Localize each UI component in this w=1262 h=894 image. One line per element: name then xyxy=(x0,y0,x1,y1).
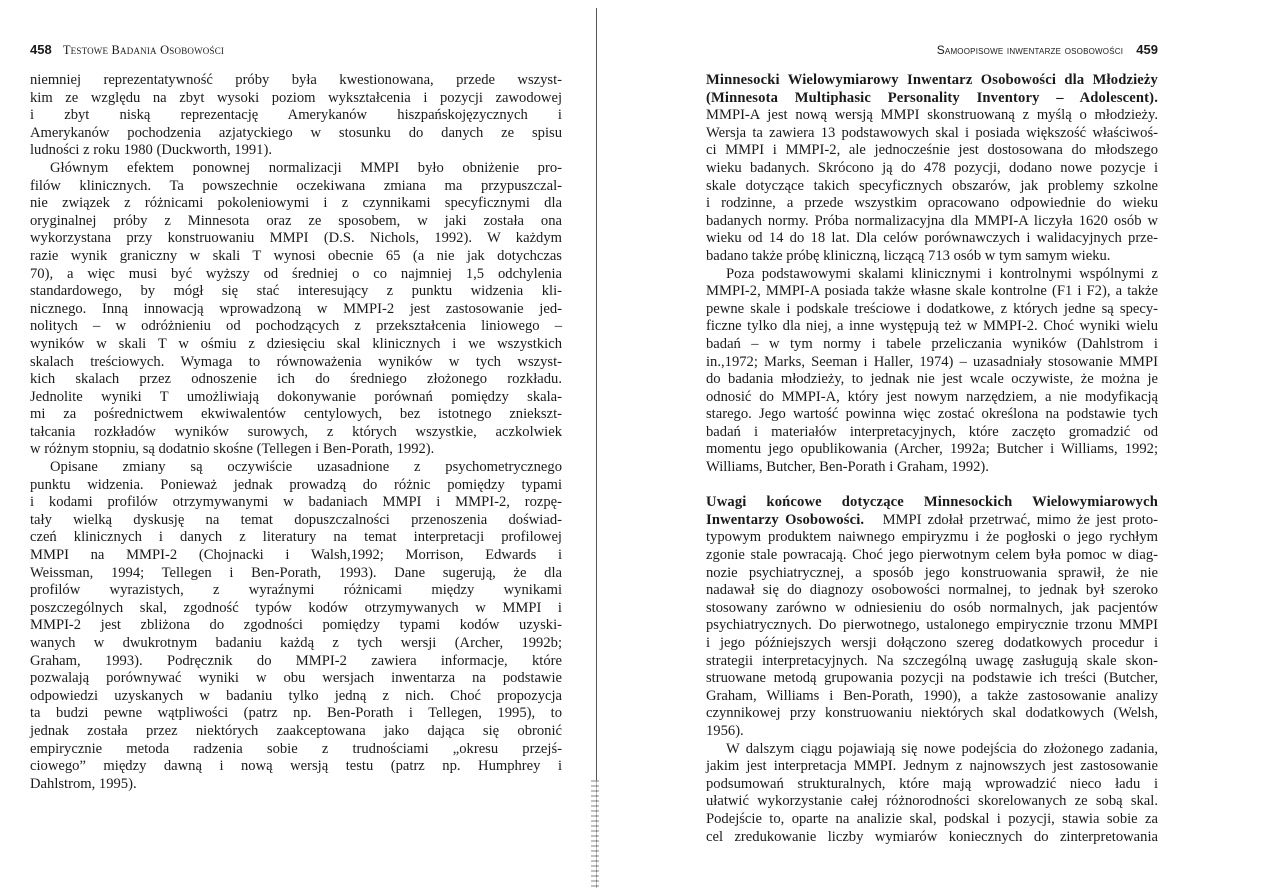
text-line xyxy=(706,406,1158,424)
text-line xyxy=(30,178,562,196)
text-line xyxy=(706,529,1158,547)
line-text: Williams, Butcher, Ben-Porath i Graham, 1992). xyxy=(706,459,989,476)
line-text: Graham, Williams i Ben-Porath, 1990), a także zastosowanie analizy xyxy=(706,687,1158,704)
text-line xyxy=(30,670,562,688)
line-text: zgonie stale powracają. Choć jego pierwotnym celem była pomoc w diag- xyxy=(706,547,1158,564)
line-text: ficzne tylko dla niej, a inne występują też w MMPI-2. Choć wyniki wielu xyxy=(706,318,1158,335)
line-text: badań – w tym normy i tabele przeliczania wyników (Dahlstrom i xyxy=(706,335,1158,352)
line-text: badań i materiałów interpretacyjnych, które zaczęto gromadzić od xyxy=(706,423,1158,440)
text-line xyxy=(30,582,562,600)
text-line xyxy=(30,213,562,231)
text-line xyxy=(706,195,1158,213)
line-text: jednak została przez niektórych zaakceptowana jako dająca się obronić xyxy=(30,722,562,739)
text-line xyxy=(30,600,562,618)
line-text: i jego późniejszych wersji dołączono szereg dodatkowych procedur i xyxy=(706,635,1158,651)
page-number: 458 xyxy=(30,42,52,57)
text-line xyxy=(706,142,1158,160)
line-text: MMPI na MMPI-2 (Chojnacki i Walsh,1992; Morrison, Edwards i xyxy=(30,547,562,564)
text-line xyxy=(706,776,1158,794)
line-text: 70), a więc musi być wyższy od średniej o co najmniej 1,5 odchylenia xyxy=(30,265,562,282)
line-text: Graham, 1993). Podręcznik do MMPI-2 zawiera informacje, które xyxy=(30,652,562,669)
text-line xyxy=(30,776,562,794)
text-line xyxy=(706,705,1158,723)
section-heading: Inwentarzy Osobowości. xyxy=(706,511,865,528)
line-text: tały wielką dyskusję na temat dopuszczalności przenoszenia doświad- xyxy=(30,511,562,528)
text-line xyxy=(706,72,1158,90)
text-line xyxy=(706,301,1158,319)
text-line xyxy=(706,459,1158,477)
text-line xyxy=(706,811,1158,829)
line-text: starego. Jego wartość powinna więc zostać określona na podstawie tych xyxy=(706,406,1158,423)
text-line xyxy=(30,441,562,459)
line-text: typowym produktem naiwnego empiryzmu i że pogłoski o jego rychłym xyxy=(706,529,1158,546)
scan-artifact xyxy=(591,780,599,890)
text-line xyxy=(30,635,562,653)
line-text: i kodami profilów otrzymywanymi w badaniach MMPI i MMPI-2, rozpę- xyxy=(30,494,562,511)
text-line xyxy=(706,723,1158,741)
text-line xyxy=(706,178,1158,196)
book-gutter xyxy=(596,8,597,888)
text-line xyxy=(706,248,1158,266)
text-line xyxy=(30,617,562,635)
line-text: odnosić do MMPI-A, który jest nowym narzędziem, a nie modyfikacją xyxy=(706,388,1158,405)
line-text: ciowego” między dawną i nową wersją testu (patrz np. Humphrey i xyxy=(30,758,562,775)
text-line xyxy=(30,424,562,442)
text-line xyxy=(30,283,562,301)
text-line xyxy=(30,195,562,213)
line-text: skalach treściowych. Wymaga to równoważenia wyników w tych wszyst- xyxy=(30,353,562,370)
text-line xyxy=(30,107,562,125)
right-page-body xyxy=(706,72,1158,846)
line-text: ci MMPI i MMPI-2, ale jednocześnie jest dostosowana do młodszego xyxy=(706,142,1158,159)
text-line xyxy=(706,107,1158,125)
text-line xyxy=(706,160,1158,178)
line-text: ludności z roku 1980 (Duckworth, 1991). xyxy=(30,142,272,159)
text-line xyxy=(706,389,1158,407)
line-text: strategii interpretacyjnych. Na szczególną uwagę zasługują skale skon- xyxy=(706,652,1158,669)
text-line xyxy=(706,90,1158,108)
text-line xyxy=(30,705,562,723)
line-text: i rodzinne, a przede wszystkim opracowano odpowiednie do wieku xyxy=(706,195,1158,212)
text-line xyxy=(30,248,562,266)
line-text: Podejście to, oparte na analizie skal, podskal i pozycji, stawia sobie za xyxy=(706,810,1158,827)
text-line xyxy=(706,829,1158,847)
text-line xyxy=(706,741,1158,759)
text-line xyxy=(706,230,1158,248)
text-line xyxy=(30,354,562,372)
text-line xyxy=(706,688,1158,706)
text-line xyxy=(706,653,1158,671)
text-line xyxy=(706,547,1158,565)
line-text: pozwalają porównywać wyniki w obu wersjach inwentarza na podstawie xyxy=(30,670,562,687)
line-text: Głównym efektem ponownej normalizacji MMPI było obniżenie pro- xyxy=(50,159,562,176)
line-text: wykorzystana przy konstruowaniu MMPI (D.S. Nichols, 1992). W każdym xyxy=(30,230,562,247)
text-line xyxy=(30,266,562,284)
line-text: profilów wyrazistych, z wyraźnymi różnicami między wynikami xyxy=(30,582,562,599)
text-line xyxy=(30,371,562,389)
line-text: czynnikowej przy konstruowaniu niektórych skal dodatkowych (Welsh, xyxy=(706,705,1158,722)
text-line xyxy=(30,301,562,319)
text-line xyxy=(30,758,562,776)
line-text: badano także próbę kliniczną, liczącą 713 osób w tym samym wieku. xyxy=(706,247,1111,264)
section-heading: Minnesocki Wielowymiarowy Inwentarz Osobowości dla Młodzieży xyxy=(706,72,1158,88)
text-line xyxy=(30,477,562,495)
text-line xyxy=(706,670,1158,688)
running-head-title: Samoopisowe inwentarze osobowości xyxy=(936,43,1124,57)
line-text: mi za pośrednictwem ekwiwalentów centylowych, bez istotnego zniekszt- xyxy=(30,406,562,423)
text-line xyxy=(30,565,562,583)
text-line xyxy=(30,547,562,565)
line-text: punktu widzenia. Ponieważ jednak prowadzą do różnic pomiędzy typami xyxy=(30,476,562,493)
text-line xyxy=(706,582,1158,600)
line-text: kich skalach przez odnoszenie ich do średniego złożonego rozkładu. xyxy=(30,371,562,388)
line-text: nicznego. Inną innowacją wprowadzoną w MMPI-2 jest zastosowanie jed- xyxy=(30,300,562,317)
line-text: ta budzi pewne wątpliwości (patrz np. Ben-Porath i Tellegen, 1995), to xyxy=(30,705,562,722)
line-text: wanych w dwukrotnym badaniu każdą z tych wersji (Archer, 1992b; xyxy=(30,635,562,651)
line-text: MMPI-2, MMPI-A posiada także własne skale kontrolne (F1 i F2), a także xyxy=(706,283,1158,300)
line-text: psychiatrycznych. Do pierwotnego, ustalonego empirycznie trzonu MMPI xyxy=(706,617,1158,634)
line-text: MMPI-2 jest zbliżona do zgodności pomiędzy typami kodów uzyski- xyxy=(30,617,562,634)
line-text: tałcania rozkładów wyników surowych, z których wszystkie, aczkolwiek xyxy=(30,423,562,440)
text-line xyxy=(706,371,1158,389)
line-text: Wersja ta zawiera 13 podstawowych skal i posiada większość właściwoś- xyxy=(706,124,1158,141)
line-text: jakim jest interpretacja MMPI. Jednym z najnowszych jest zastosowanie xyxy=(706,758,1158,775)
line-text: nadawał się do diagnozy osobowości normalnej, to jednak był szeroko xyxy=(706,582,1158,599)
text-line xyxy=(706,336,1158,354)
line-text: wieku badanych. Skrócono ją do 478 pozycji, dodano nowe pozycje i xyxy=(706,159,1158,176)
line-text: 1956). xyxy=(706,722,744,739)
line-text: filów klinicznych. Ta powszechnie oczekiwana zmiana ma przypuszczal- xyxy=(30,177,562,194)
text-line xyxy=(30,72,562,90)
line-text: razie wynik graniczny w skali T wynosi obecnie 65 (a nie jak dotychczas xyxy=(30,247,562,264)
section-heading: (Minnesota Multiphasic Personality Inventory – Adolescent). xyxy=(706,89,1158,106)
line-text: Amerykanów pochodzenia azjatyckiego w stosunku do danych ze spisu xyxy=(30,124,562,141)
text-line xyxy=(706,494,1158,512)
line-text: Jednolite wyniki T umożliwiają dokonywanie porównań pomiędzy skala- xyxy=(30,388,562,405)
text-line xyxy=(30,125,562,143)
text-line xyxy=(30,529,562,547)
text-line xyxy=(706,441,1158,459)
text-line xyxy=(30,741,562,759)
text-line xyxy=(706,213,1158,231)
line-text: nie związek z różnicami pokoleniowymi i z czynnikami specyficznymi dla xyxy=(30,195,562,212)
text-line xyxy=(30,723,562,741)
line-text: do badania młodzieży, to jednak nie jest wcale oczywiste, że można je xyxy=(706,371,1158,388)
text-line xyxy=(30,230,562,248)
line-text: i zbyt niską reprezentację Amerykanów hiszpańskojęzycznych i xyxy=(30,107,562,124)
text-line xyxy=(706,617,1158,635)
line-text: pewne skale i podskale treściowe i dodatkowe, z których jedne są specy- xyxy=(706,300,1158,317)
section-heading: Uwagi końcowe dotyczące Minnesockich Wielowymiarowych xyxy=(706,494,1158,511)
running-header-right xyxy=(937,42,1158,58)
text-line xyxy=(30,512,562,530)
text-line xyxy=(30,90,562,108)
running-head-title: Testowe Badania Osobowości xyxy=(62,43,225,57)
text-line xyxy=(706,318,1158,336)
line-text: wieku od 14 do 18 lat. Dla celów porównawczych i walidacyjnych prze- xyxy=(706,230,1158,247)
line-text: MMPI zdołał przetrwać, mimo że jest proto- xyxy=(864,511,1158,528)
line-text: nozie psychiatrycznej, a sposób jego konstruowania sprawił, że nie xyxy=(706,564,1158,581)
line-text: poszczególnych skal, zgodność typów kodów otrzymywanych w MMPI i xyxy=(30,599,562,616)
line-text: wyników w skali T w ośmiu z dziesięciu skal klinicznych i we wszystkich xyxy=(30,335,562,352)
line-text: struowane metodą grupowania pozycji na podstawie ich treści (Butcher, xyxy=(706,670,1158,687)
text-line xyxy=(30,688,562,706)
text-line xyxy=(30,459,562,477)
page-number: 459 xyxy=(1136,42,1158,57)
text-line xyxy=(706,793,1158,811)
text-line xyxy=(706,125,1158,143)
text-line xyxy=(706,266,1158,284)
line-text: in.,1972; Marks, Seeman i Haller, 1974) – uzasadniały stosowanie MMPI xyxy=(706,353,1158,370)
line-text: odpowiedzi uzyskanych w badaniu tylko jedną z nich. Choć propozycja xyxy=(30,687,562,704)
text-line xyxy=(706,635,1158,653)
line-text: Weissman, 1994; Tellegen i Ben-Porath, 1993). Dane sugerują, że dla xyxy=(30,564,562,581)
text-line xyxy=(706,512,1158,530)
text-line xyxy=(30,494,562,512)
line-text: oryginalnej próby z Minnesota oraz ze sposobem, w jaki została ona xyxy=(30,212,562,229)
line-text: badanych normy. Próba normalizacyjna dla MMPI-A liczyła 1620 osób w xyxy=(706,212,1158,229)
line-text: empirycznie metoda radzenia sobie z trudnościami „okresu przejś- xyxy=(30,740,562,757)
line-text: Poza podstawowymi skalami klinicznymi i kontrolnymi wspólnymi z xyxy=(726,265,1158,282)
line-text: niemniej reprezentatywność próby była kwestionowana, przede wszyst- xyxy=(30,72,562,88)
line-text: cel zredukowanie liczby wymiarów koniecznych do zinterpretowania xyxy=(706,828,1158,845)
text-line xyxy=(30,336,562,354)
text-line xyxy=(706,600,1158,618)
left-page-body xyxy=(30,72,562,793)
line-text: stosowany zarówno w odniesieniu do osób normalnych, jak pacjentów xyxy=(706,599,1158,616)
text-line xyxy=(706,424,1158,442)
text-line xyxy=(30,406,562,424)
line-text: ułatwić wykorzystanie całej różnorodności skorelowanych ze sobą skal. xyxy=(706,793,1158,810)
line-text: kim ze względu na zbyt wysoki poziom wykształcenia i pozycji zawodowej xyxy=(30,89,562,106)
text-line xyxy=(706,283,1158,301)
text-line xyxy=(30,389,562,407)
line-text: podsumowań strukturalnych, które mają wprowadzić nieco ładu i xyxy=(706,775,1158,792)
line-text: Dahlstrom, 1995). xyxy=(30,775,137,792)
text-line xyxy=(706,354,1158,372)
line-text: standardowego, by mógł się stać interesujący z punktu widzenia kli- xyxy=(30,283,562,300)
line-text: czeń klinicznych i danych z literatury na temat interpretacji profilowej xyxy=(30,529,562,546)
text-line xyxy=(706,565,1158,583)
line-text: skale dotyczące takich specyficznych obszarów, jak problemy szkolne xyxy=(706,177,1158,194)
line-text: MMPI-A jest nową wersją MMPI skonstruowaną z myślą o młodzieży. xyxy=(706,107,1158,124)
text-line xyxy=(30,653,562,671)
text-line xyxy=(30,318,562,336)
running-header-left xyxy=(30,42,224,58)
line-text: W dalszym ciągu pojawiają się nowe podejścia do złożonego zadania, xyxy=(726,740,1158,757)
line-text: momentu jego opublikowania (Archer, 1992a; Butcher i Williams, 1992; xyxy=(706,441,1158,458)
line-text: nolitych – w odróżnieniu od pochodzących z przekształcenia liniowego – xyxy=(30,318,562,335)
text-line xyxy=(30,160,562,178)
line-text: Opisane zmiany są oczywiście uzasadnione z psychometrycznego xyxy=(50,459,562,476)
text-line xyxy=(30,142,562,160)
line-text: w różnym stopniu, są dodatnio skośne (Tellegen i Ben-Porath, 1992). xyxy=(30,441,435,458)
text-line xyxy=(706,758,1158,776)
